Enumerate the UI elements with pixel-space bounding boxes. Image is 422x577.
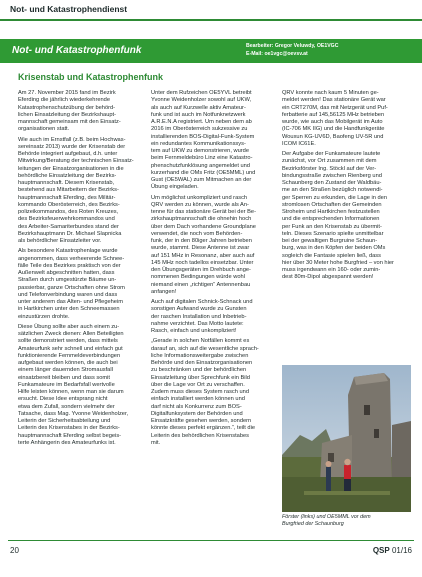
footer-divider — [8, 540, 414, 541]
column-banner — [0, 39, 422, 63]
paragraph: „Gerade in solchen Notfällen kommt es darauf an, sich auf die wesentliche sprach- liche Informationsweitergabe zwischen Behörde und den Einsatzorganisationen zu beschränken und der behördlichen Einsatzleitung über Sprechfunk ein Bild über die Lage vor Ort zu verschaffen. Zudem muss dieses System rasch und einfach installiert werden können und darf nicht als Konkurrenz zum BOS- Digitalfunksystem der Behörden und Einsatzkräfte gesehen werden, sondern könnte dieses perfekt ergänzen.“, teilt die Leiterin des behördlichen Krisenstabes mit. — [151, 338, 259, 446]
castle-photo — [282, 365, 411, 512]
paragraph: Am 27. November 2015 fand im Bezirk Eferding die jährlich wiederkehrende Katastrophenschutzübung der behörd- lichen Einsatzleitung der Bezirkshaupt- mannschaft gemeinsam mit den Einsatz- organisationen statt. — [18, 90, 121, 133]
editor-email: E-Mail: oe1vgc@oevsv.at — [246, 51, 308, 57]
column-title: Not- und Katastrophenfunk — [12, 45, 142, 56]
text-column-1 — [18, 90, 139, 450]
issue-label — [373, 546, 412, 555]
photo-caption: Förster (links) und OE5MML vor dem Burgfried der Schaunburg — [282, 514, 371, 527]
header-divider — [0, 19, 422, 21]
issue-number: 01/16 — [391, 546, 412, 555]
page-number: 20 — [10, 546, 19, 555]
editor-info — [246, 42, 338, 58]
running-header — [0, 0, 422, 20]
paragraph: Diese Übung sollte aber auch einem zu- sätzlichen Zweck dienen: Allen Beteiligten sollte demonstriert werden, dass mittels Amateurfunk sehr schnell und einfach gut funktionierende Fernmeldeverbindungen aufgebaut werden können, die auch bei einem länger dauernden Stromausfall einsatzbereit bleiben und dass somit Funkamateure im Bedarfsfall wertvolle Hilfe leisten können, wenn man sie darum ersucht. Diese Idee entsprang nicht etwa dem Zufall, sondern vielmehr der Tatsache, dass Mag. Yvonne Weidenholzer, Leiterin der Sicherheitsabteilung und Leiterin des Krisenstabes in der Bezirks- hauptmannschaft Eferding selbst begeis- terte Anhängerin des Amateurfunks ist. — [18, 323, 129, 446]
paragraph: Der Aufgabe der Funkamateure lautete zunächst, vor Ort zusammen mit dem Bezirksförster Ing. Stöckl auf der Ver- bindungsstraße zwischen Rienberg und Schaunberg den Zustand der Waldbäu- me an den Straßen bezüglich notwendi- ger Sperren zu erkunden, die Lage in den stromlosen Ortschaften der Gemeinden Stroheim und Hartkirchen festzustellen und die entsprechenden Informationen per Funk an den Krisenstab zu übermit- teln. Dieses Szenario spielte unmittelbar bei der gewaltigen Burgruine Schaun- burg, was in den Köpfen der beiden OMs sogleich die Fantasie spielen ließ, dass hier über 30 Meter hohe Burgfried – von hier muss irgendwann ein 160- oder zumin- dest 80m-Dipol abgespannt werden! — [282, 151, 394, 281]
castle-illustration — [282, 365, 411, 512]
paragraph: Als besondere Katastrophenlage wurde angenommen, dass verheerende Schnee- fälle Teile des Bezirkes praktisch von der Außenwelt abgeschnitten hatten, dass Straßen durch umgestürzte Bäume un- passierbar, ganze Ortschaften ohne Strom und Telefonverbindung waren und dass unter anderem das Alten- und Pflegeheim in Hartkirchen unter den Schneemassen einzustürzen drohte. — [18, 248, 125, 320]
section-title: Not- und Katastrophendienst — [10, 4, 128, 14]
text-column-3 — [282, 90, 403, 285]
paragraph: Unter dem Rufzeichen OE5YVL betreibt Yvonne Weidenholzer sowohl auf UKW, als auch auf Kurzwelle aktiv Amateur- funk und ist auch im Notfunknetzwerk A.R.E.N.A registriert. Um neben dem ab 2016 im Oberösterreich sukzessive zu installierenden BOS-Digital-Funk-System ein redundantes Kommunikationssys- tem auf UKW zu demonstrieren, wurde beim Fernmeldebüro Linz eine Katastro- phenschutzfunklösung angemeldet und kurzerhand die OMs Fritz (OE5MML) und Gust (OE5WAL) zum Mitmachen an der Übung eingeladen. — [151, 90, 256, 191]
paragraph: Auch auf digitalen Schnick-Schnack und sonstigen Aufwand wurde zu Gunsten der raschen Installation und Inbetrieb- nahme verzichtet. Das Motto lautete: Rasch, einfach und unkompliziert! — [151, 299, 253, 334]
paragraph: QRV konnte nach kaum 5 Minuten ge- meldet werden! Das stationäre Gerät war ein CRT270M, das mit Netzgerät und Puf- ferbatterie auf 145,56125 MHz betrieben wurde, wie auch das Mobilgerät im Auto (IC-706 MK IIG) und die Handfunkgeräte Wouxun KG-UV6D, Baofeng UV-5R und ICOM IC61E. — [282, 90, 388, 147]
magazine-name: QSP — [372, 546, 390, 555]
paragraph: Um möglichst unkompliziert und rasch QRV werden zu können, wurde als An- tenne für das stationäre Gerät bei der Be- zirkshauptmannschaft die ohnehin hoch über dem Dach vorhandene Groundplane verwendet, die noch vom Behörden- funk, der in den 80iger Jahren betrieben wurde, stammt. Diese Antenne ist zwar auf 151 MHz in Resonanz, aber auch auf 145 MHz noch tadellos einsetzbar. Unter den Übungsgeräten im Drehbuch ange- nommenen Bedingungen würde wohl niemand einen „richtigen“ Antennenbau anfangen! — [151, 194, 256, 295]
article-headline: Krisenstab und Katastrophenfunk — [18, 72, 164, 82]
editor-line: Bearbeiter: Gregor Veluwdy, OE1VGC — [246, 43, 339, 49]
text-column-2 — [151, 90, 272, 450]
paragraph: Wie auch im Ernstfall (z.B. beim Hochwas- sereinsatz 2013) wurde der Krisenstab der Behörde integriert aufgebaut, d.h. unter Mitwirkung/Beratung der technischen Einsatz- leitungen der Einsatzorganisationen in die behördliche Einsatzleitung der Bezirks- hauptmannschaft. Diesem Krisenstab, bestehend aus Mitarbeitern der Bezirks- hauptmannschaft Eferding, des Militär- kommando Oberösterreich, des Bezirks- polizeikommandos, des Roten Kreuzes, des Bezirksfeuerwehrkommandos und des Arbeiter-Samariterbundes stand der Bezirkshauptmann Dr. Michael Slapnicka als behördlicher Einsatzleiter vor. — [18, 136, 134, 244]
